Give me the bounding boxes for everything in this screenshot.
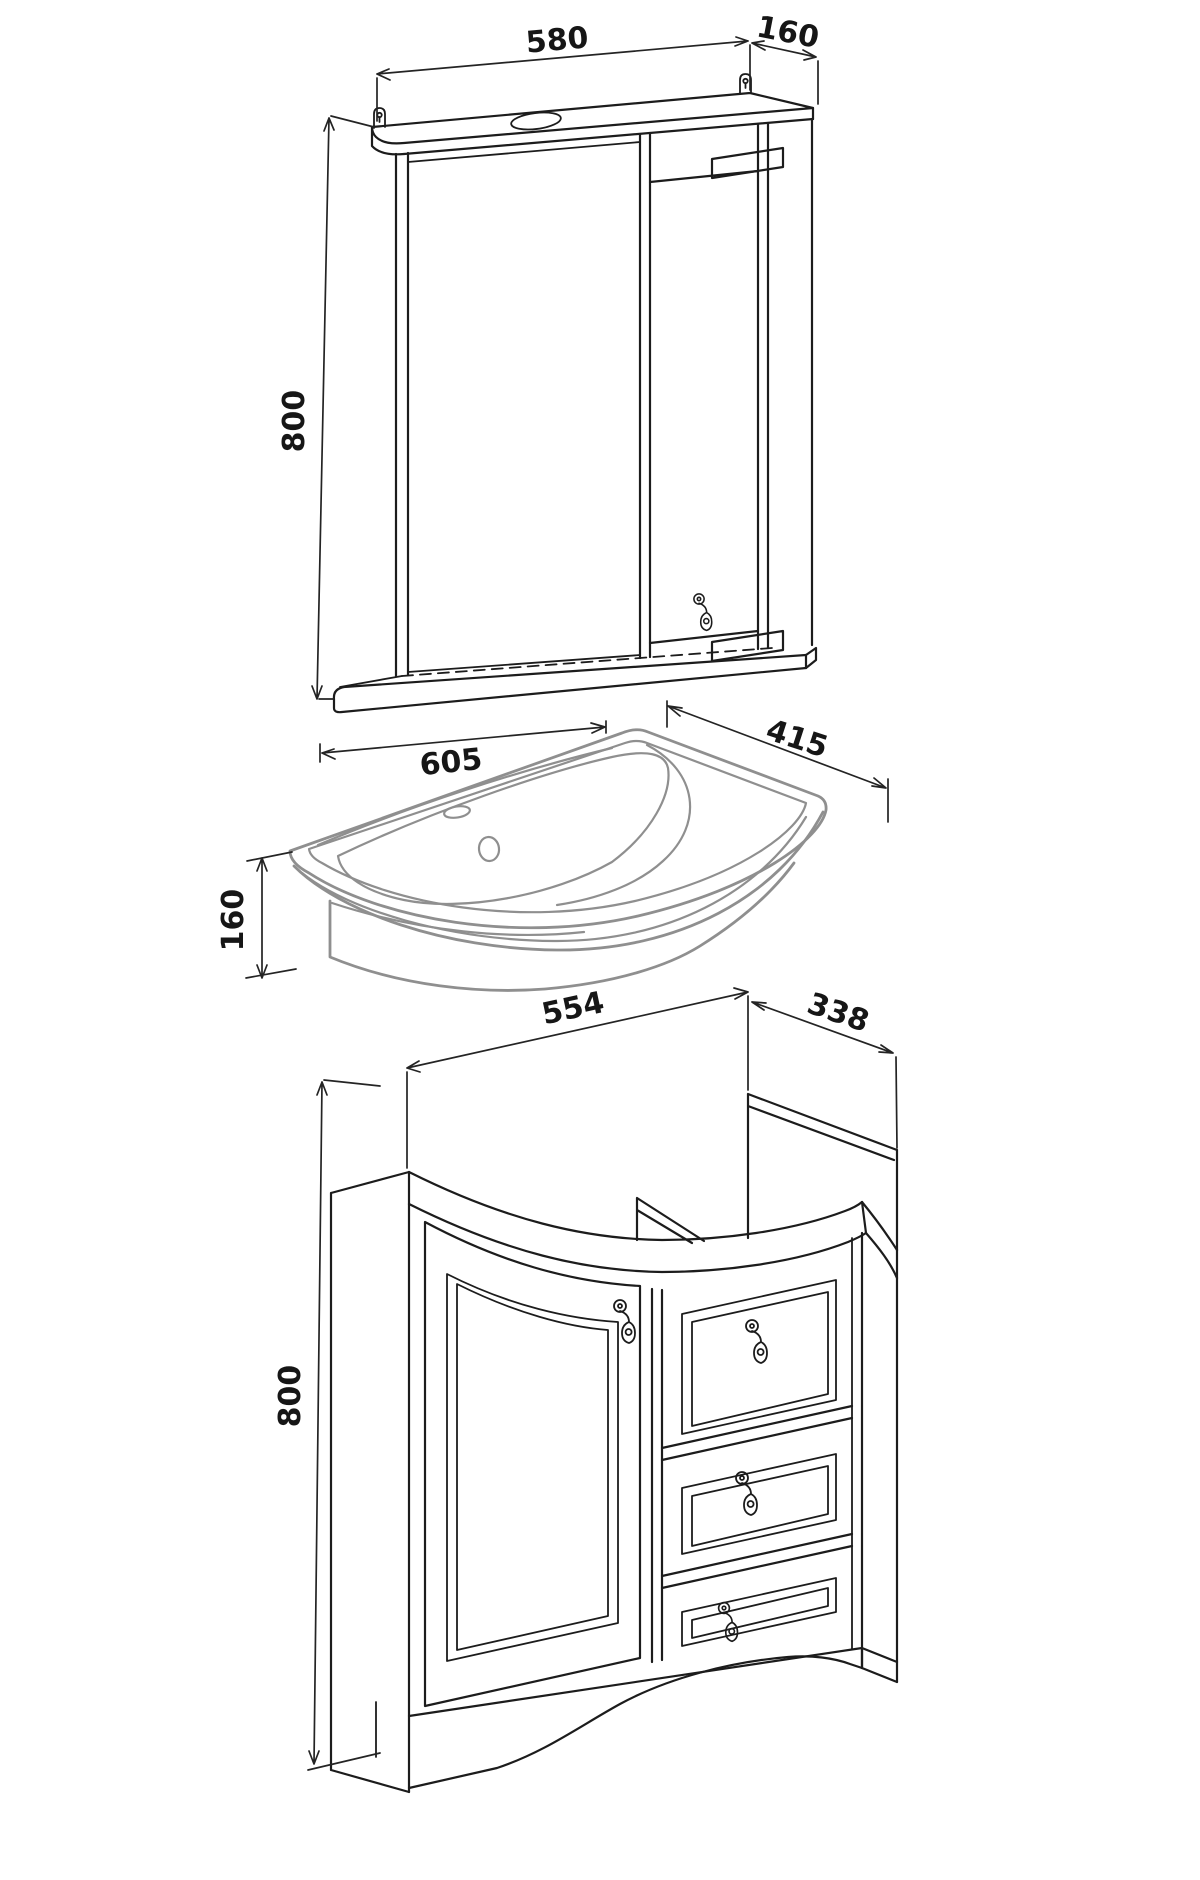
- door-panel-outer: [447, 1274, 618, 1661]
- drain-hole: [478, 836, 500, 862]
- left-side-panel: [331, 1172, 409, 1792]
- dimension-label-vanity-depth: 338: [802, 986, 874, 1040]
- dimension-label-mirror-depth: 160: [753, 9, 822, 56]
- dimension-label-sink-depth: 415: [761, 712, 833, 766]
- left-side-edges: [396, 153, 408, 676]
- drawer2-handle: [736, 1472, 757, 1515]
- plinth-side-bottom: [862, 1648, 897, 1682]
- dimension-label-sink-width: 605: [418, 741, 484, 784]
- door-drawer-divider: [652, 1289, 662, 1662]
- dimension-sink-height: [216, 852, 296, 978]
- dimension-mirror-width: [377, 20, 750, 121]
- bottom-shelf-right-end: [806, 648, 816, 668]
- mirror-panel-top: [408, 142, 640, 162]
- faucet-hole: [443, 805, 470, 820]
- top-band-upper-edge: [409, 1172, 862, 1240]
- canopy-front-thickness: [404, 119, 813, 154]
- door-top-edge: [650, 171, 758, 182]
- dimension-sink-width: [320, 721, 606, 783]
- top-band-side-upper: [862, 1202, 897, 1250]
- mirror-divider-edges: [640, 133, 650, 658]
- top-band-side-lower: [866, 1233, 897, 1278]
- washbasin-drawing: [290, 730, 826, 991]
- door-panel-inner: [457, 1284, 608, 1650]
- dimension-label-mirror-height: 800: [277, 389, 312, 453]
- canopy-left-cap: [372, 127, 404, 154]
- drawer3-panel: [682, 1578, 836, 1646]
- dimension-mirror-height: [277, 116, 374, 699]
- mirror-cabinet-drawing: [334, 74, 816, 712]
- dimension-vanity-width: [407, 985, 748, 1168]
- dimension-sink-depth: [667, 701, 888, 822]
- bowl-s-curve: [557, 745, 690, 905]
- right-door-edges: [758, 119, 812, 649]
- drawer1-handle: [746, 1320, 767, 1363]
- apron-inner-curve: [302, 817, 806, 941]
- plinth-bottom-and-arch: [409, 1656, 862, 1788]
- dimension-label-mirror-width: 580: [524, 20, 590, 61]
- dimension-label-vanity-width: 554: [538, 985, 608, 1033]
- drawer1-panel: [682, 1280, 836, 1434]
- back-panel: [748, 1094, 897, 1250]
- mirror-door-handle: [694, 594, 712, 631]
- dimension-label-vanity-height: 800: [273, 1364, 308, 1428]
- vanity-cabinet-drawing: [331, 1094, 897, 1792]
- back-gusset: [637, 1198, 704, 1243]
- canopy-top-face: [372, 93, 813, 143]
- dimension-label-sink-height: 160: [216, 888, 251, 952]
- dimension-mirror-depth: [752, 10, 822, 104]
- drawer2-panel: [682, 1454, 836, 1554]
